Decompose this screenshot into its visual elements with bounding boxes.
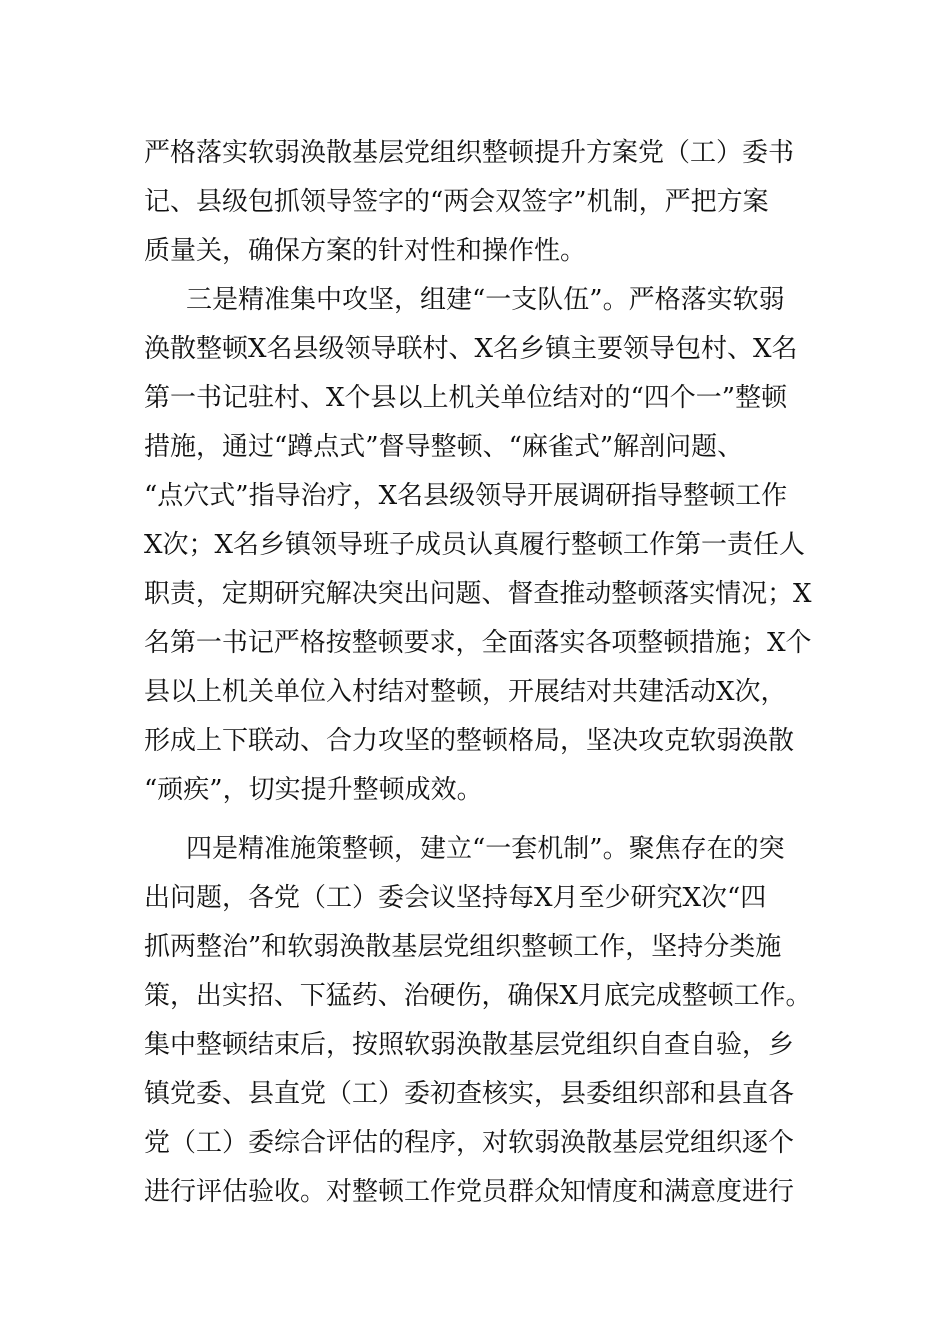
text-line-8: “点穴式”指导治疗，X名县级领导开展调研指导整顿工作 [144, 481, 788, 511]
text-line-7: 措施，通过“蹲点式”督导整顿、“麻雀式”解剖问题、 [144, 432, 744, 462]
text-line-19: 集中整顿结束后，按照软弱涣散基层党组织自查自验，乡 [144, 1030, 795, 1060]
text-line-11: 名第一书记严格按整顿要求，全面落实各项整顿措施；X个 [144, 628, 812, 658]
text-line-9: X次；X名乡镇领导班子成员认真履行整顿工作第一责任人 [144, 530, 806, 560]
paragraph-4-first-line: 四是精准施策整顿，建立“一套机制”。聚焦存在的突 [186, 834, 785, 864]
text-line-6: 第一书记驻村、X个县以上机关单位结对的“四个一”整顿 [144, 383, 788, 413]
text-line-22: 进行评估验收。对整顿工作党员群众知情度和满意度进行 [144, 1177, 795, 1207]
text-line-20: 镇党委、县直党（工）委初查核实，县委组织部和县直各 [144, 1079, 795, 1109]
text-line-2: 记、县级包抓领导签字的“两会双签字”机制，严把方案 [144, 187, 769, 217]
text-line-17: 抓两整治”和软弱涣散基层党组织整顿工作，坚持分类施 [144, 932, 782, 962]
text-line-5: 涣散整顿X名县级领导联村、X名乡镇主要领导包村、X名 [144, 334, 798, 364]
text-line-13: 形成上下联动、合力攻坚的整顿格局，坚决攻克软弱涣散 [144, 726, 795, 756]
text-line-14: “顽疾”，切实提升整顿成效。 [144, 775, 483, 805]
text-line-12: 县以上机关单位入村结对整顿，开展结对共建活动X次， [144, 677, 787, 707]
text-line-3: 质量关，确保方案的针对性和操作性。 [144, 236, 587, 266]
text-line-10: 职责，定期研究解决突出问题、督查推动整顿落实情况；X [144, 579, 812, 609]
text-line-16: 出问题，各党（工）委会议坚持每X月至少研究X次“四 [144, 883, 767, 913]
text-line-1: 严格落实软弱涣散基层党组织整顿提升方案党（工）委书 [144, 138, 795, 168]
paragraph-3-first-line: 三是精准集中攻坚，组建“一支队伍”。严格落实软弱 [186, 285, 785, 315]
text-line-18: 策，出实招、下猛药、治硬伤，确保X月底完成整顿工作。 [144, 981, 812, 1011]
text-line-21: 党（工）委综合评估的程序，对软弱涣散基层党组织逐个 [144, 1128, 795, 1158]
